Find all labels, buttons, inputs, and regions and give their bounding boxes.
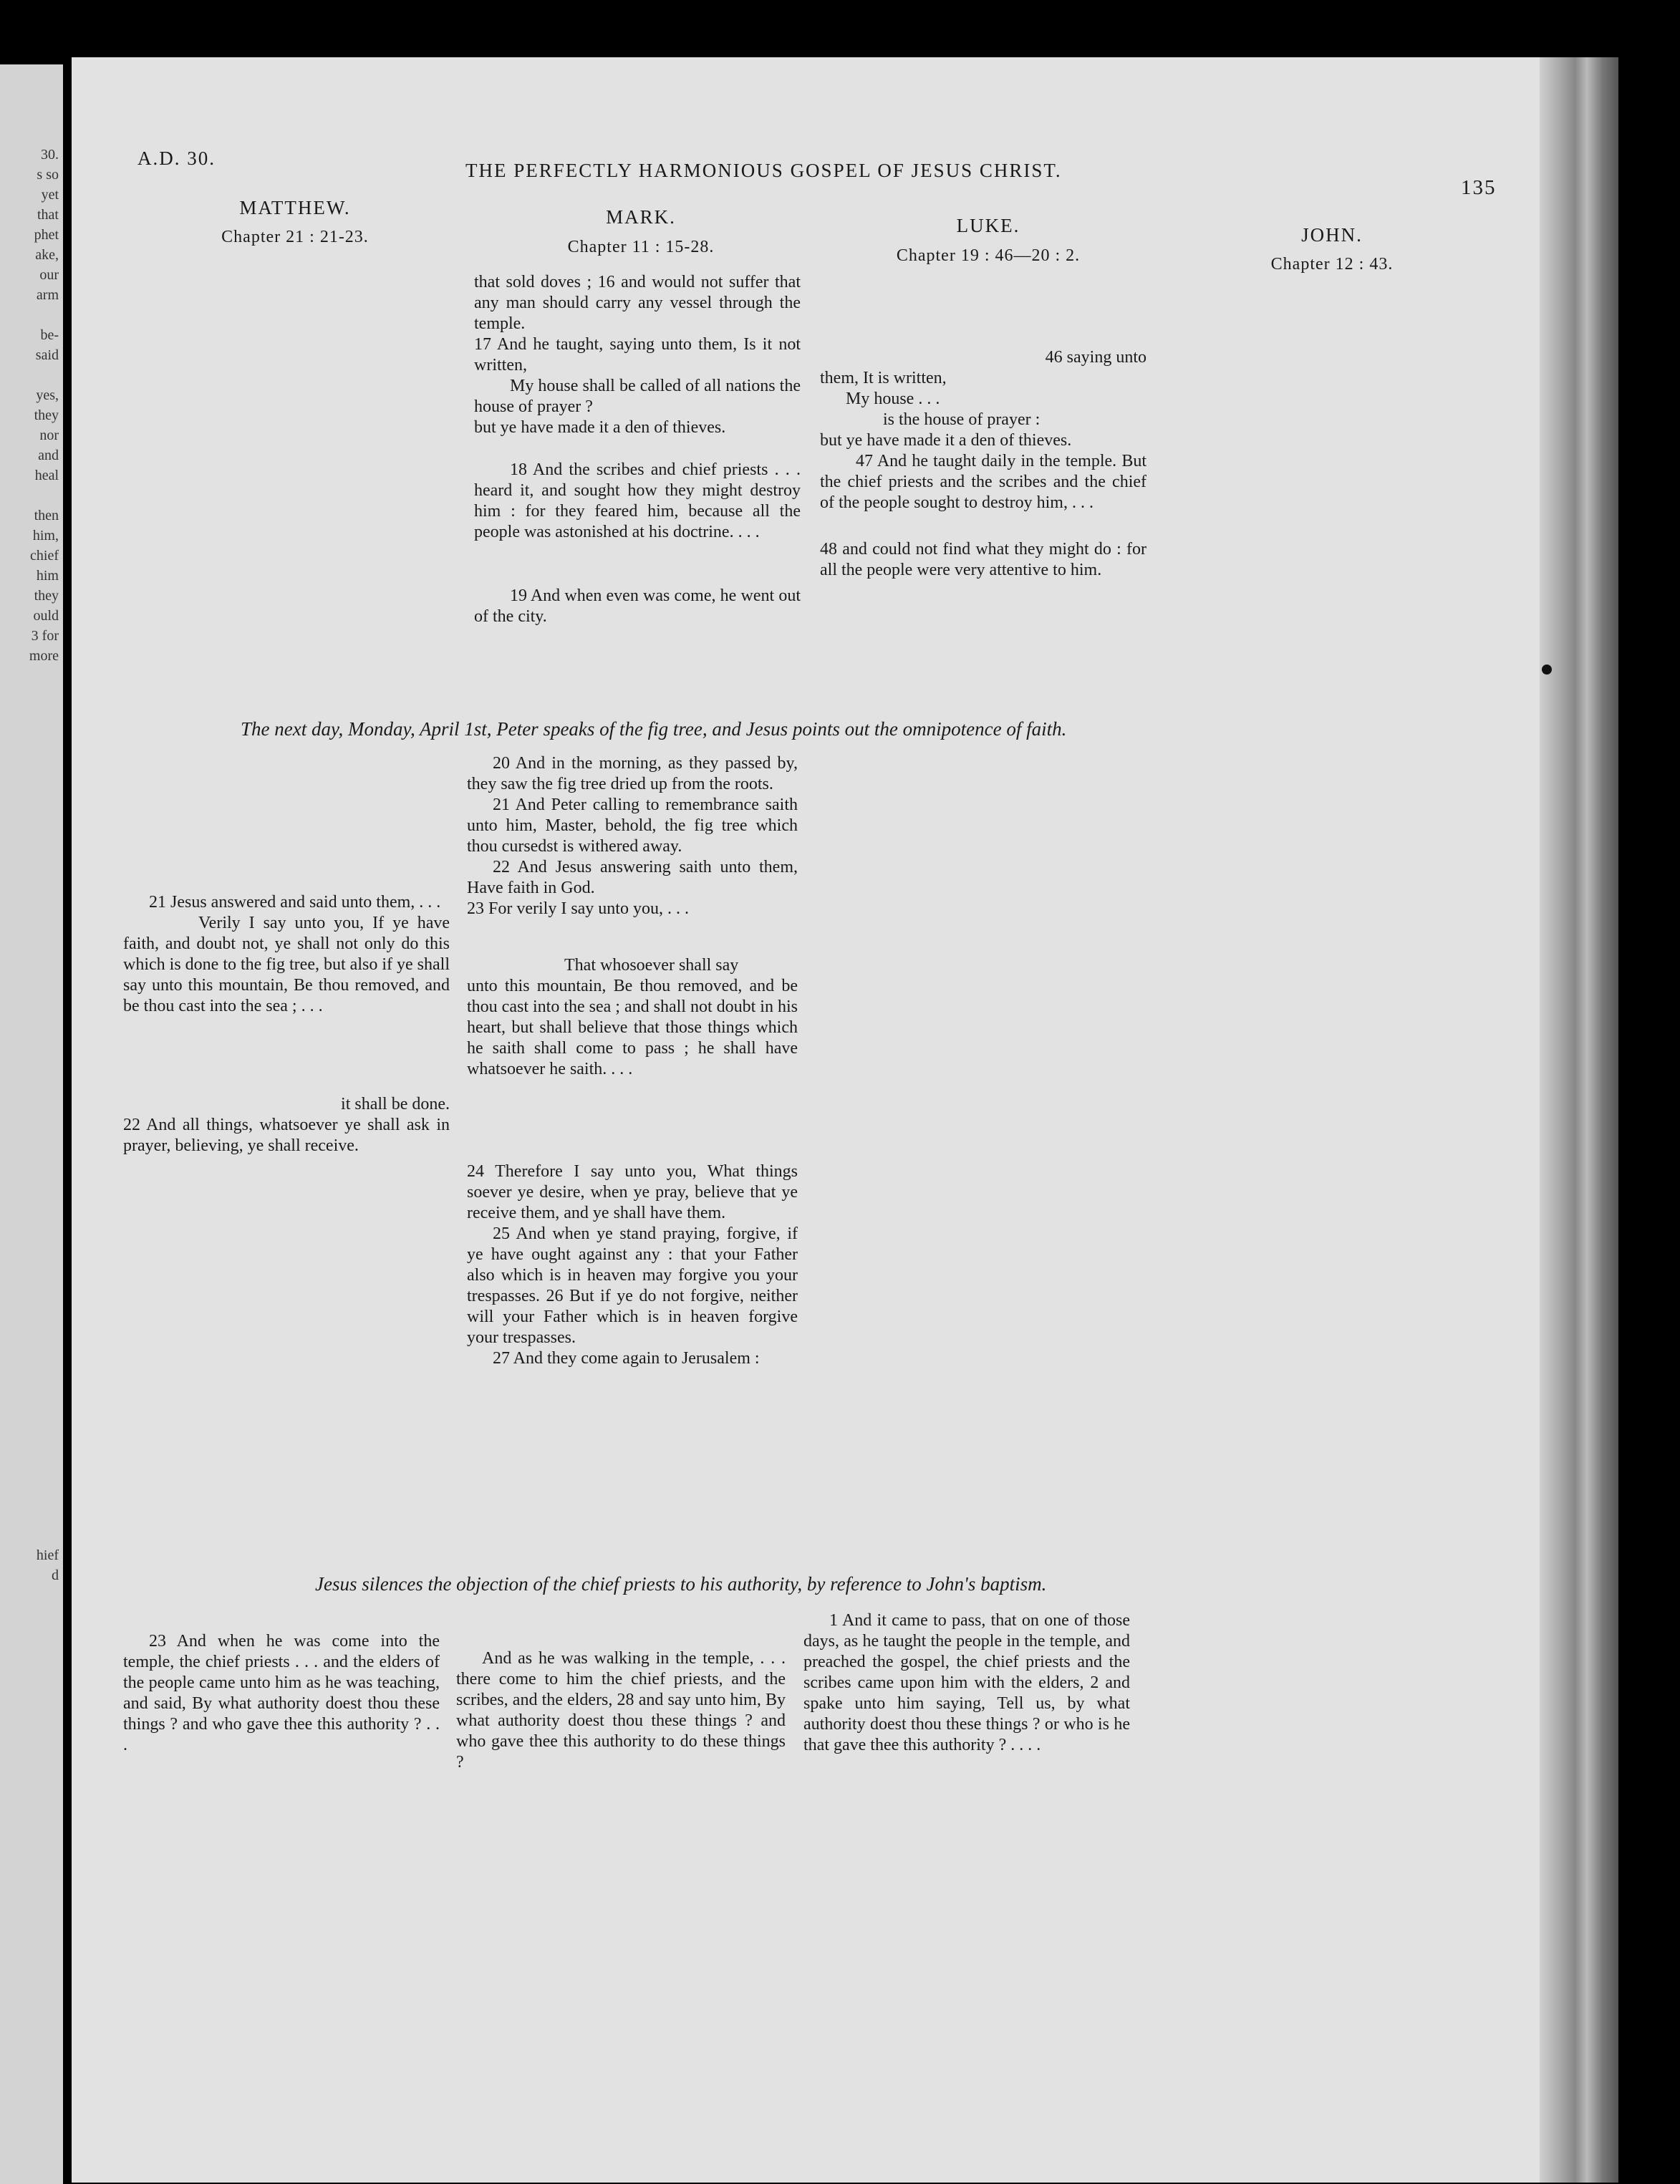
matthew-verse-21: 21 Jesus answered and said unto them, . . . [149, 893, 441, 912]
page-title: THE PERFECTLY HARMONIOUS GOSPEL OF JESUS CHRIST. [465, 160, 1062, 181]
chapter-ref-john: Chapter 12 : 43. [1270, 255, 1394, 274]
prev-page-fragment-line: said [35, 347, 59, 363]
luke-quote-house-of-prayer: is the house of prayer : [883, 410, 1041, 429]
prev-page-fragment-line: 30. [41, 147, 59, 163]
matthew-verse-21-verily: Verily I say unto you, If ye have faith, and doubt not, ye shall not only do this which is done to the fig tree, but also if ye shall say unto this mountain, Be thou removed, and be thou cast into the sea ; . . . [123, 914, 450, 1015]
prev-page-fragment-line: yes, [36, 387, 59, 403]
mark-verse-18: 18 And the scribes and chief priests . . . heard it, and sought how they might destroy him : for they feared him, because all the people was astonished at his doctrine. . . . [474, 460, 801, 541]
mark-verse-27-28: And as he was walking in the temple, . . . there come to him the chief priests, and the scribes, and the elders, 28 and say unto him, By what authority doest thou these things ? and who gave thee this authority to do these things ? [456, 1649, 786, 1772]
prev-page-fragment-line: heal [34, 468, 59, 483]
matthew-text-block-2 [123, 892, 450, 1156]
column-heading-matthew: MATTHEW. [239, 197, 351, 218]
matthew-verse-23: 23 And when he was come into the temple, the chief priests . . . and the elders of the people came unto him as he was teaching, and said, By what authority doest thou these things ? and who gave thee this authority ? . . . [123, 1632, 440, 1754]
mark-verse-21: 21 And Peter calling to remembrance saith unto him, Master, behold, the fig tree which thou cursedst is withered away. [467, 796, 798, 856]
binding-hole [1542, 665, 1552, 675]
column-heading-luke: LUKE. [956, 215, 1020, 236]
mark-verse-27: 27 And they come again to Jerusalem : [493, 1349, 760, 1368]
mark-text-block-2 [467, 753, 798, 1369]
prev-page-fragment-line [29, 305, 59, 325]
prev-page-fragment-line: be- [40, 327, 59, 343]
mark-verse-22: 22 And Jesus answering saith unto them, Have faith in God. [467, 858, 798, 897]
luke-verse-47: 47 And he taught daily in the temple. But the chief priests and the scribes and the chief of the people sought to destroy him, . . . [820, 452, 1146, 512]
prev-page-fragment-line: him [36, 568, 59, 584]
luke-verse-48: 48 and could not find what they might do : for all the people were very attentive to him. [820, 540, 1146, 579]
section-heading-fig-tree: The next day, Monday, April 1st, Peter speaks of the fig tree, and Jesus points out the omnipotence of faith. [241, 718, 1067, 740]
mark-verse-17: 17 And he taught, saying unto them, Is it not written, [474, 335, 801, 375]
chapter-ref-matthew: Chapter 21 : 21-23. [221, 228, 369, 246]
prev-page-fragment-line: nor [39, 427, 59, 443]
prev-page-fragment-line: d [52, 1567, 59, 1583]
prev-page-fragment-line: then [34, 508, 59, 523]
luke-verse-20-1-2: 1 And it came to pass, that on one of those days, as he taught the people in the temple, and preached the gospel, the chief priests and the scribes came upon him with the elders, 2 and spake unto him saying, Tell us, by what authority doest thou these things ? or who is he that gave thee this authority ? . . . . [803, 1611, 1130, 1754]
luke-verse-46-start: 46 saying unto [1045, 348, 1146, 367]
prev-page-fragment-line [29, 485, 59, 506]
prev-page-fragment-line: hief [36, 1547, 59, 1563]
chapter-ref-mark: Chapter 11 : 15-28. [567, 238, 715, 256]
mark-text-block-1 [474, 272, 801, 627]
prev-page-fragment-line: more [29, 648, 59, 664]
prev-page-fragment-line: yet [41, 187, 59, 203]
luke-quote-my-house: My house . . . [846, 390, 940, 408]
prev-page-fragment-line: s so [37, 167, 59, 183]
prev-page-fragment-line: ould [33, 608, 59, 624]
prev-page-fragment-line: and [38, 448, 59, 463]
luke-quote-den-of-thieves: but ye have made it a den of thieves. [820, 431, 1072, 450]
chapter-ref-luke: Chapter 19 : 46—20 : 2. [896, 246, 1081, 265]
column-heading-john: JOHN. [1301, 224, 1363, 246]
mark-verse-24: 24 Therefore I say unto you, What things soever ye desire, when ye pray, believe that ye receive them, and ye shall have them. [467, 1162, 798, 1222]
mark-quote-house-of-prayer: My house shall be called of all nations the house of prayer ? [474, 377, 801, 416]
prev-page-fragment-line: they [34, 588, 59, 604]
matthew-verse-22: 22 And all things, whatsoever ye shall ask in prayer, believing, ye shall receive. [123, 1116, 450, 1155]
mark-verse-25-26: 25 And when ye stand praying, forgive, if ye have ought against any : that your Father also which is in heaven may forgive you your trespasses. 26 But if ye do not forgive, neither will your Father which is in heaven forgive your trespasses. [467, 1224, 798, 1347]
matthew-verse-21-done: it shall be done. [341, 1095, 450, 1113]
mark-verse-20: 20 And in the morning, as they passed by, they saw the fig tree dried up from the roots. [467, 754, 798, 793]
mark-verse-23-whosoever: That whosoever shall say [564, 956, 739, 975]
prev-page-fragment-line: 3 for [31, 628, 59, 644]
prev-page-text-bottom [37, 1545, 59, 1585]
prev-page-fragment-line: ake, [35, 247, 59, 263]
prev-page-text-top [29, 145, 59, 666]
prev-page-fragment-line: arm [36, 287, 59, 303]
mark-verse-23: 23 For verily I say unto you, . . . [467, 899, 689, 918]
prev-page-fragment-line [29, 365, 59, 385]
luke-verse-46-them: them, It is written, [820, 369, 947, 387]
prev-page-fragment-line: our [39, 267, 59, 283]
prev-page-fragment-line: that [37, 207, 59, 223]
previous-page-edge [0, 64, 63, 2184]
mark-verse-19: 19 And when even was come, he went out of the city. [474, 586, 801, 626]
prev-page-fragment-line: him, [32, 528, 59, 543]
mark-verse-15-16: that sold doves ; 16 and would not suffer that any man should carry any vessel through the temple. [474, 273, 801, 333]
prev-page-fragment-line: phet [34, 227, 59, 243]
column-heading-mark: MARK. [606, 206, 676, 228]
prev-page-fragment-line: they [34, 407, 59, 423]
mark-quote-den-of-thieves: but ye have made it a den of thieves. [474, 418, 726, 437]
mark-verse-23-mountain: unto this mountain, Be thou removed, and be thou cast into the sea ; and shall not doubt in his heart, but shall believe that those things which he saith shall come to pass ; he shall have whatsoever he saith. . . . [467, 977, 798, 1078]
luke-text-block-1 [820, 347, 1146, 581]
header-date: A.D. 30. [137, 148, 216, 169]
page-number: 135 [1461, 176, 1497, 199]
prev-page-fragment-line: chief [30, 548, 59, 564]
book-spine [1540, 57, 1618, 2183]
section-heading-authority: Jesus silences the objection of the chief priests to his authority, by reference to John's baptism. [315, 1573, 1047, 1595]
